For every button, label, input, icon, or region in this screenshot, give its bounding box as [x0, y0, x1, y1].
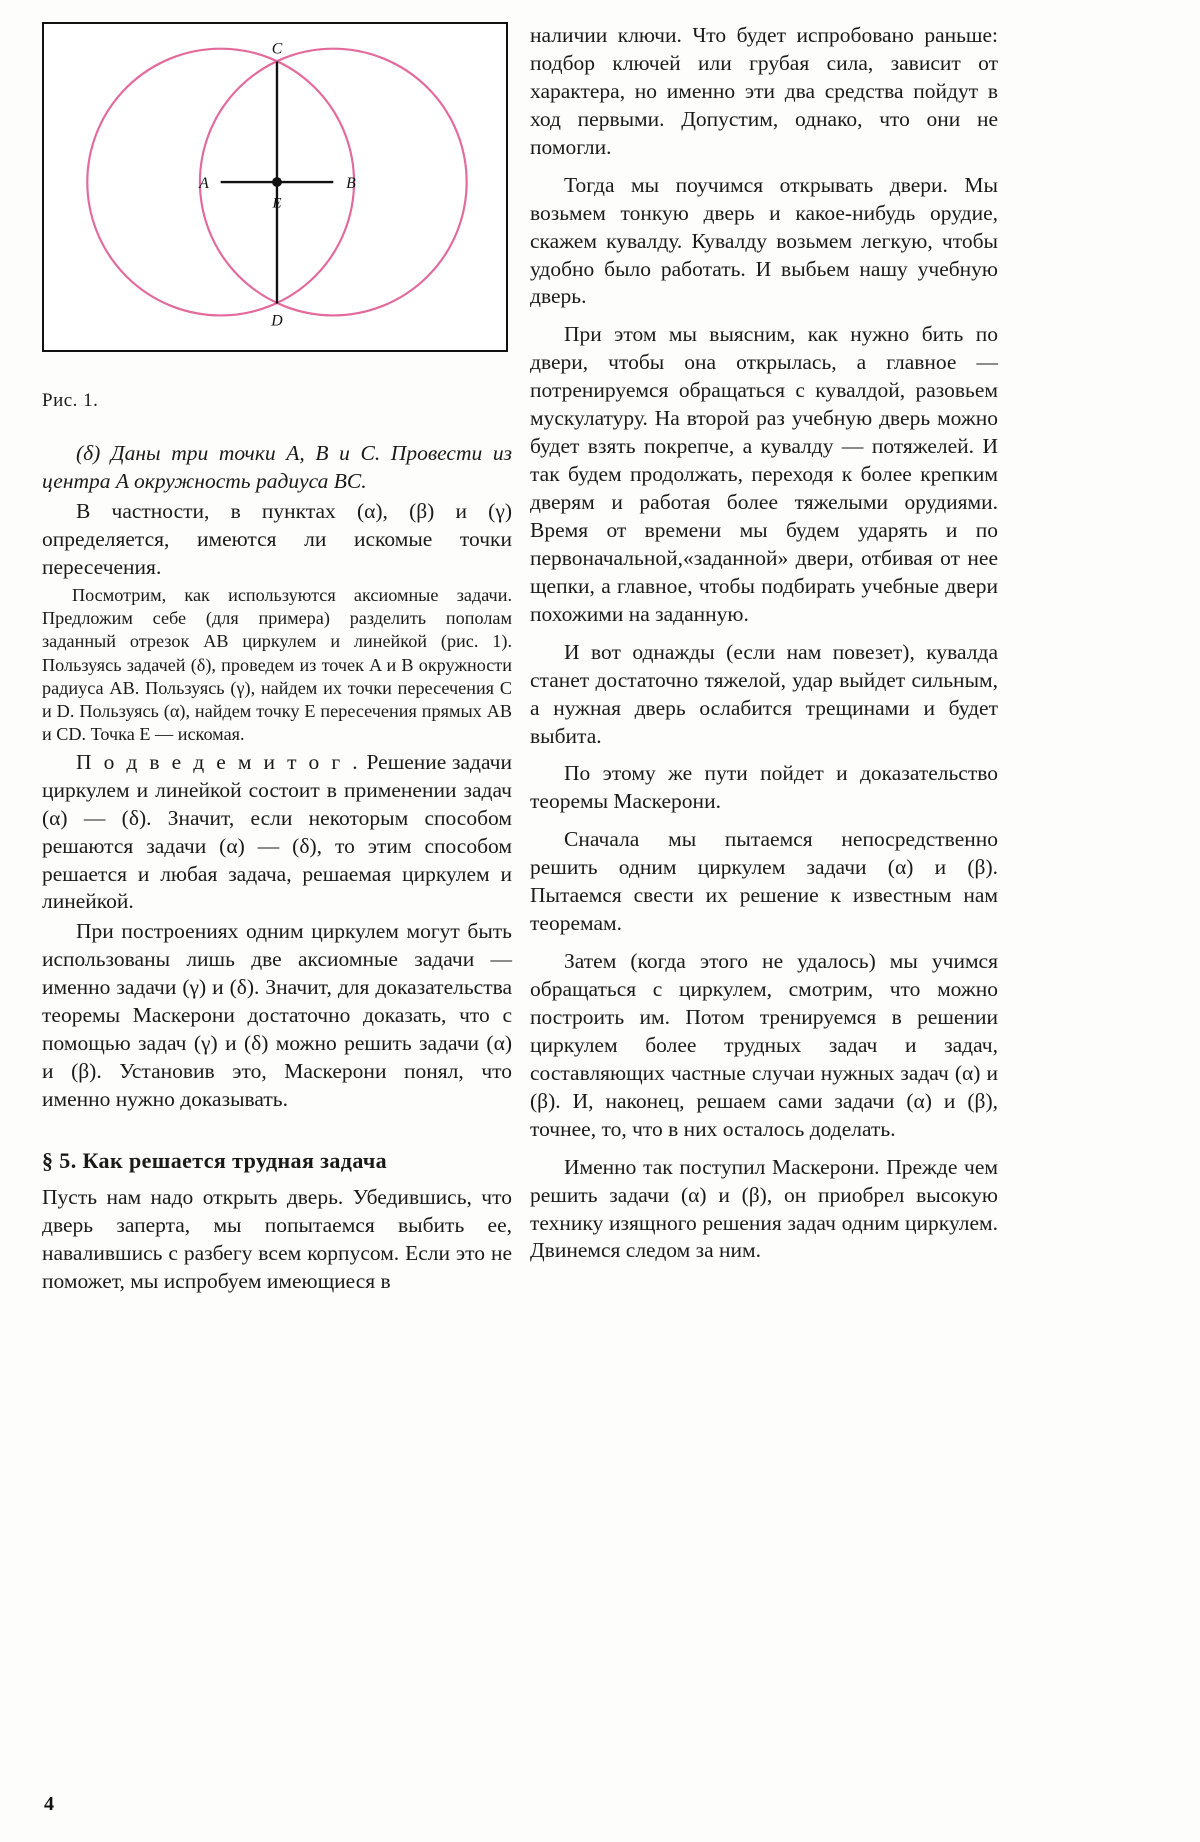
paragraph-first-attempt: Сначала мы пытаемся непосредственно решить одним циркулем задачи (α) и (β). Пытаемся свести их решение к известным нам теоремам.	[530, 827, 998, 936]
paragraph-learn-doors: Тогда мы поучимся открывать двери. Мы возьмем тонкую дверь и какое-нибудь орудие, скажем кувалду. Кувалду возьмем легкую, чтобы удобно было работать. И выбьем нашу учебную дверь.	[530, 172, 998, 309]
paragraph-door: Пусть нам надо открыть дверь. Убедившись, что дверь заперта, мы попытаемся выбить ее, навалившись с разбегу всем корпусом. Если это не поможет, мы испробуем имеющиеся в	[42, 1184, 512, 1293]
paragraph-mascheroni-proof: По этому же пути пойдет и доказательство теоремы Маскерони.	[530, 761, 998, 814]
label-c: C	[271, 40, 283, 58]
figure-1-drawing	[44, 24, 506, 350]
label-e: E	[272, 195, 282, 212]
paragraph-summary	[42, 749, 512, 917]
paragraph-keys: наличии ключи. Что будет испробовано раньше: подбор ключей или грубая сила, зависит от характера, но именно эти два средства пойдут в ход первыми. Допустим, однако, что они не помогли.	[530, 23, 998, 159]
label-b: B	[346, 174, 356, 192]
right-column	[530, 22, 998, 1267]
summary-lead: П о д в е д е м и т о г .	[76, 749, 361, 774]
label-a: A	[199, 174, 209, 192]
label-d: D	[271, 312, 283, 330]
figure-1	[42, 22, 508, 352]
paragraph-compass-constructions: При построениях одним циркулем могут быть использованы лишь две аксиомные задачи — именно задачи (γ) и (δ). Значит, для доказательства теоремы Маскерони достаточно доказать, что с помощью задач (γ) и (δ) можно решить задачи (α) и (β). Установив это, Маскерони понял, что именно нужно доказывать.	[42, 919, 512, 1112]
page-number: 4	[44, 1793, 54, 1815]
figure-caption: Рис. 1.	[42, 390, 99, 411]
section-heading-5: § 5. Как решается трудная задача	[42, 1147, 388, 1173]
paragraph-technique: При этом мы выясним, как нужно бить по двери, чтобы она открылась, а главное — потренируемся обращаться с кувалдой, разовьем мускулатуру. На второй раз учебную дверь можно будет взять покрепче, а кувалду — потяжелей. И так будем продолжать, переходя к более крепким дверям и работая более тяжелыми орудиями. Время от времени мы будем ударять и по первоначальной,«заданной» двери, отбивая от нее щепки, а главное, чтобы подбирать учебные двери похожими на заданную.	[530, 322, 998, 626]
summary-body: Решение задачи циркулем и линейкой состоит в применении задач (α) — (δ). Значит, если некоторым способом решаются задачи (α) — (δ), то этим способом решается и любая задача, решаемая циркулем и линейкой.	[42, 749, 512, 914]
paragraph-then-training: Затем (когда этого не удалось) мы учимся обращаться с циркулем, смотрим, что можно построить им. Потом тренируемся в решении циркулем более трудных задач и задач, составляющих частные случаи нужных задач (α) и (β). И, наконец, решаем сами задачи (α) и (β), точнее, то, что в них осталось доделать.	[530, 949, 998, 1141]
paragraph-mascheroni-did: Именно так поступил Маскерони. Прежде чем решить задачи (α) и (β), он приобрел высокую технику изящного решения задач одним циркулем. Двинемся следом за ним.	[530, 1154, 998, 1263]
paragraph-in-particular: В частности, в пунктах (α), (β) и (γ) определяется, имеются ли искомые точки пересечения.	[42, 498, 512, 579]
paragraph-axiom-tasks-example: Посмотрим, как используются аксиомные задачи. Предложим себе (для примера) разделить пополам заданный отрезок AB циркулем и линейкой (рис. 1). Пользуясь задачей (δ), проведем из точек A и B окружности радиуса AB. Пользуясь (γ), найдем их точки пересечения C и D. Пользуясь (α), найдем точку E пересечения прямых AB и CD. Точка E — искомая.	[42, 584, 512, 745]
left-column	[42, 22, 512, 1298]
paragraph-delta-task: (δ) Даны три точки A, B и C. Провести из центра A окружность радиуса BC.	[42, 441, 512, 493]
point-e-dot	[272, 177, 282, 187]
paragraph-one-day: И вот однажды (если нам повезет), кувалда станет достаточно тяжелой, удар выйдет сильным, а нужная дверь ослабится трещинами и будет выбита.	[530, 639, 998, 748]
